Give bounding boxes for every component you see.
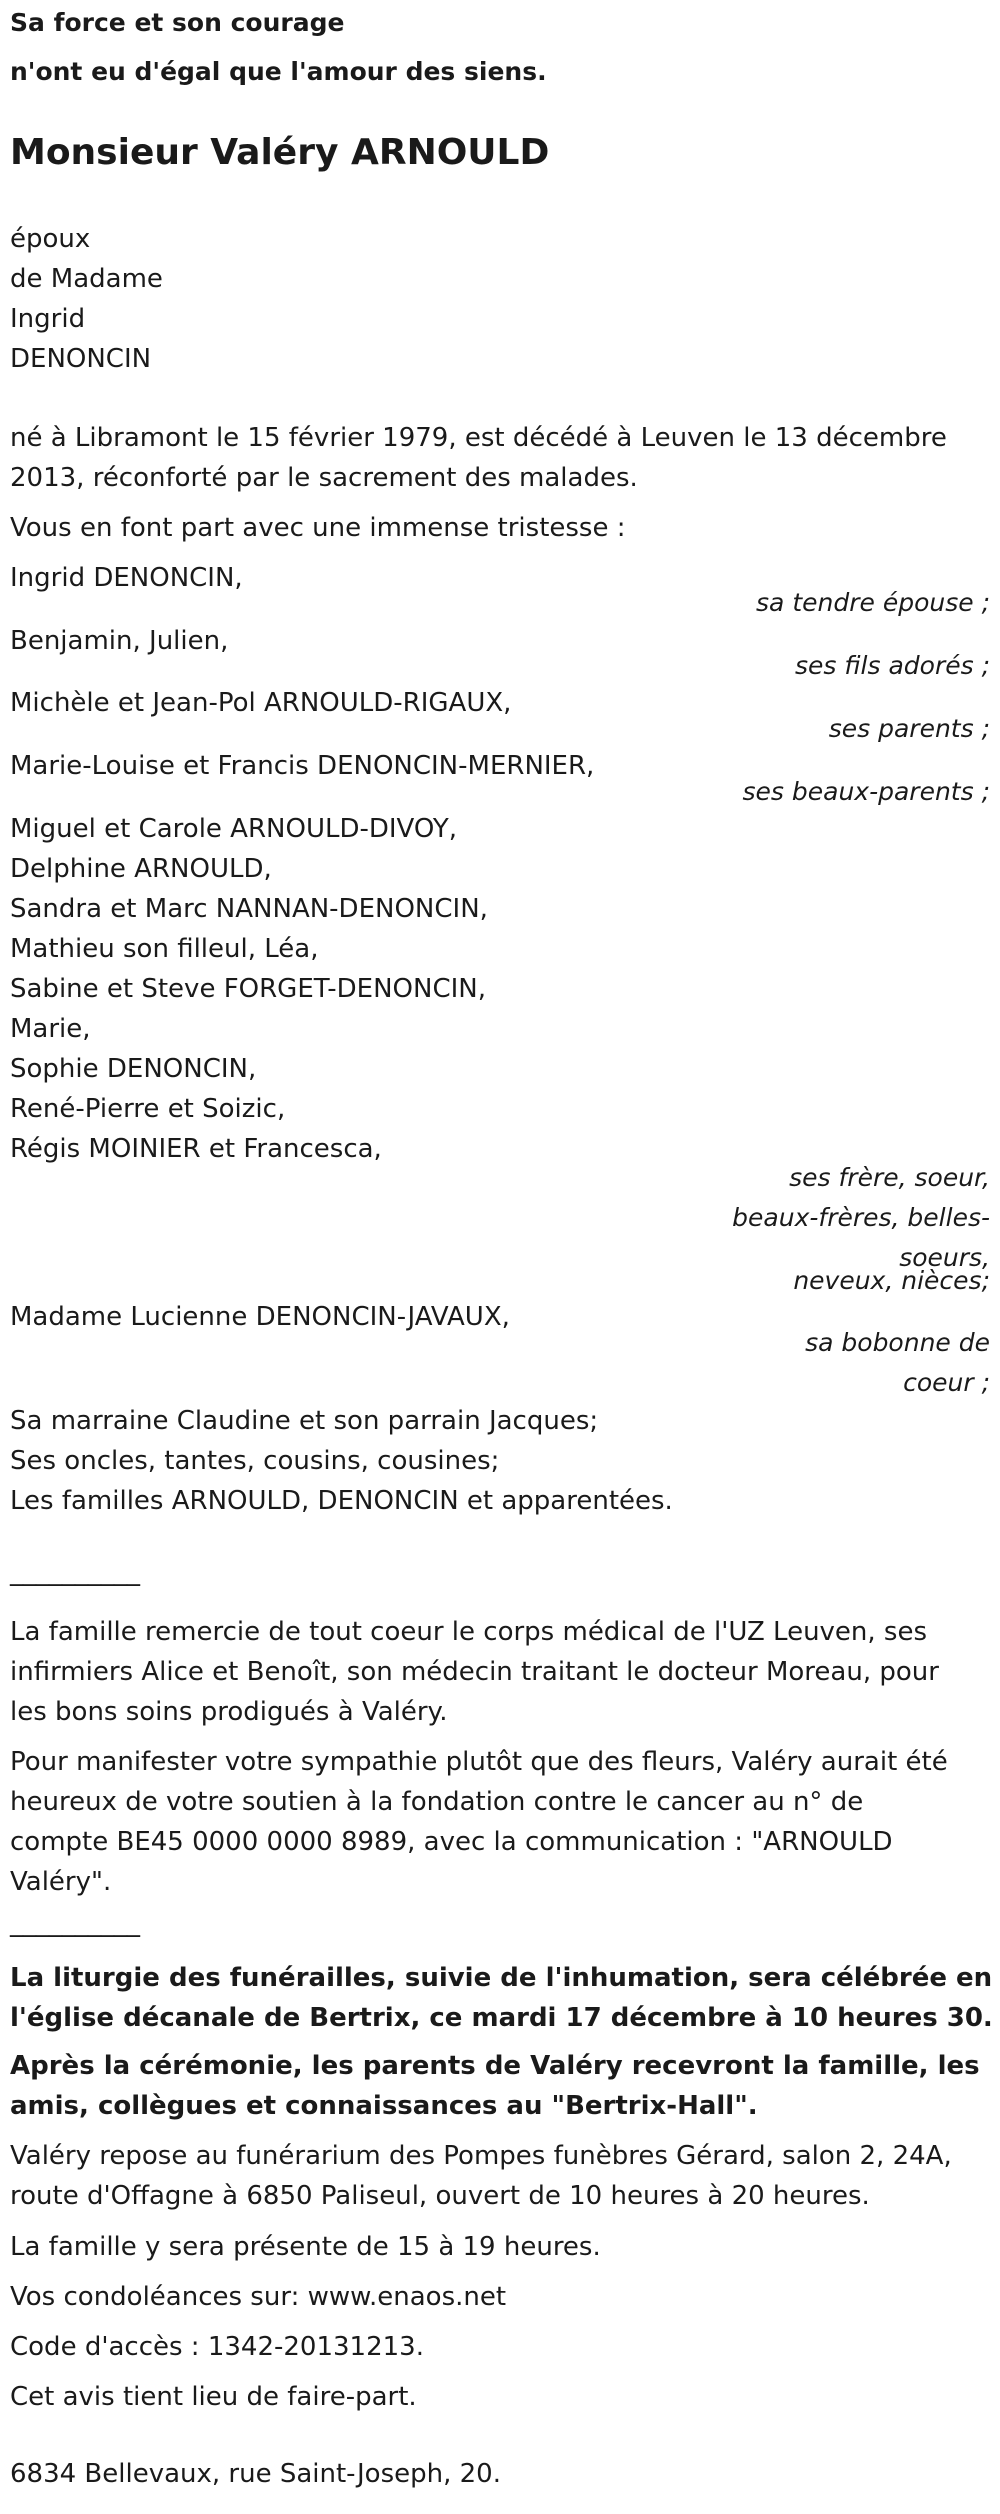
sibling-8: René-Pierre et Soizic, (10, 1094, 286, 1124)
sibling-7: Sophie DENONCIN, (10, 1054, 257, 1084)
role-godmother-2: coeur ; (903, 1368, 990, 1397)
role-siblings-4: neveux, nièces; (793, 1266, 990, 1295)
sibling-6: Marie, (10, 1014, 91, 1044)
others-line-1: Sa marraine Claudine et son parrain Jacques; (10, 1406, 599, 1436)
role-siblings-3: soeurs, (899, 1243, 990, 1272)
condolences-link[interactable]: Vos condoléances sur: www.enaos.net (10, 2282, 507, 2312)
role-godmother-1: sa bobonne de (805, 1328, 990, 1357)
donation-line-1: Pour manifester votre sympathie plutôt que des fleurs, Valéry aurait été (10, 1747, 948, 1777)
spouse-line-2: de Madame (10, 264, 163, 294)
donation-line-4: Valéry". (10, 1867, 112, 1897)
announcement: Vous en font part avec une immense tristesse : (10, 513, 626, 543)
access-code: Code d'accès : 1342-20131213. (10, 2332, 424, 2362)
others-line-3: Les familles ARNOULD, DENONCIN et apparentées. (10, 1486, 673, 1516)
sibling-4: Mathieu son filleul, Léa, (10, 934, 319, 964)
sibling-2: Delphine ARNOULD, (10, 854, 272, 884)
family-wife: Ingrid DENONCIN, (10, 563, 243, 593)
role-sons: ses fils adorés ; (795, 651, 990, 680)
sibling-9: Régis MOINIER et Francesca, (10, 1134, 382, 1164)
reception-line-2: amis, collègues et connaissances au "Bertrix-Hall". (10, 2091, 758, 2121)
motto-line-1: Sa force et son courage (10, 8, 345, 37)
deceased-name: Monsieur Valéry ARNOULD (10, 132, 550, 173)
family-godmother: Madame Lucienne DENONCIN-JAVAUX, (10, 1302, 510, 1332)
family-in-laws: Marie-Louise et Francis DENONCIN-MERNIER, (10, 751, 595, 781)
spouse-line-3: Ingrid (10, 304, 86, 334)
others-line-2: Ses oncles, tantes, cousins, cousines; (10, 1446, 500, 1476)
sibling-1: Miguel et Carole ARNOULD-DIVOY, (10, 814, 458, 844)
rest-line-2: route d'Offagne à 6850 Paliseul, ouvert de 10 heures à 20 heures. (10, 2181, 870, 2211)
family-parents: Michèle et Jean-Pol ARNOULD-RIGAUX, (10, 688, 512, 718)
spouse-line-4: DENONCIN (10, 344, 152, 374)
intro-line-2: 2013, réconforté par le sacrement des malades. (10, 463, 638, 493)
sibling-5: Sabine et Steve FORGET-DENONCIN, (10, 974, 486, 1004)
role-parents: ses parents ; (828, 714, 990, 743)
role-siblings-1: ses frère, soeur, (789, 1163, 990, 1192)
spouse-line-1: époux (10, 224, 91, 254)
rest-line-1: Valéry repose au funérarium des Pompes funèbres Gérard, salon 2, 24A, (10, 2141, 952, 2171)
donation-line-2: heureux de votre soutien à la fondation contre le cancer au n° de (10, 1787, 864, 1817)
motto-line-2: n'ont eu d'égal que l'amour des siens. (10, 57, 547, 86)
separator-2: __________ (10, 1908, 140, 1938)
reception-line-1: Après la cérémonie, les parents de Valéry recevront la famille, les (10, 2051, 980, 2081)
donation-line-3: compte BE45 0000 0000 8989, avec la communication : "ARNOULD (10, 1827, 893, 1857)
role-wife: sa tendre épouse ; (756, 588, 990, 617)
thanks-line-3: les bons soins prodigués à Valéry. (10, 1697, 448, 1727)
funeral-line-2: l'église décanale de Bertrix, ce mardi 17 décembre à 10 heures 30. (10, 2003, 993, 2033)
address: 6834 Bellevaux, rue Saint-Joseph, 20. (10, 2459, 501, 2489)
role-siblings-2: beaux-frères, belles- (732, 1203, 990, 1232)
presence-hours: La famille y sera présente de 15 à 19 heures. (10, 2232, 601, 2262)
family-sons: Benjamin, Julien, (10, 626, 229, 656)
notice: Cet avis tient lieu de faire-part. (10, 2382, 417, 2412)
separator-1: __________ (10, 1557, 140, 1587)
thanks-line-2: infirmiers Alice et Benoît, son médecin traitant le docteur Moreau, pour (10, 1657, 939, 1687)
intro-line-1: né à Libramont le 15 février 1979, est décédé à Leuven le 13 décembre (10, 423, 947, 453)
funeral-line-1: La liturgie des funérailles, suivie de l'inhumation, sera célébrée en (10, 1963, 993, 1993)
sibling-3: Sandra et Marc NANNAN-DENONCIN, (10, 894, 488, 924)
thanks-line-1: La famille remercie de tout coeur le corps médical de l'UZ Leuven, ses (10, 1617, 928, 1647)
role-in-laws: ses beaux-parents ; (742, 777, 990, 806)
